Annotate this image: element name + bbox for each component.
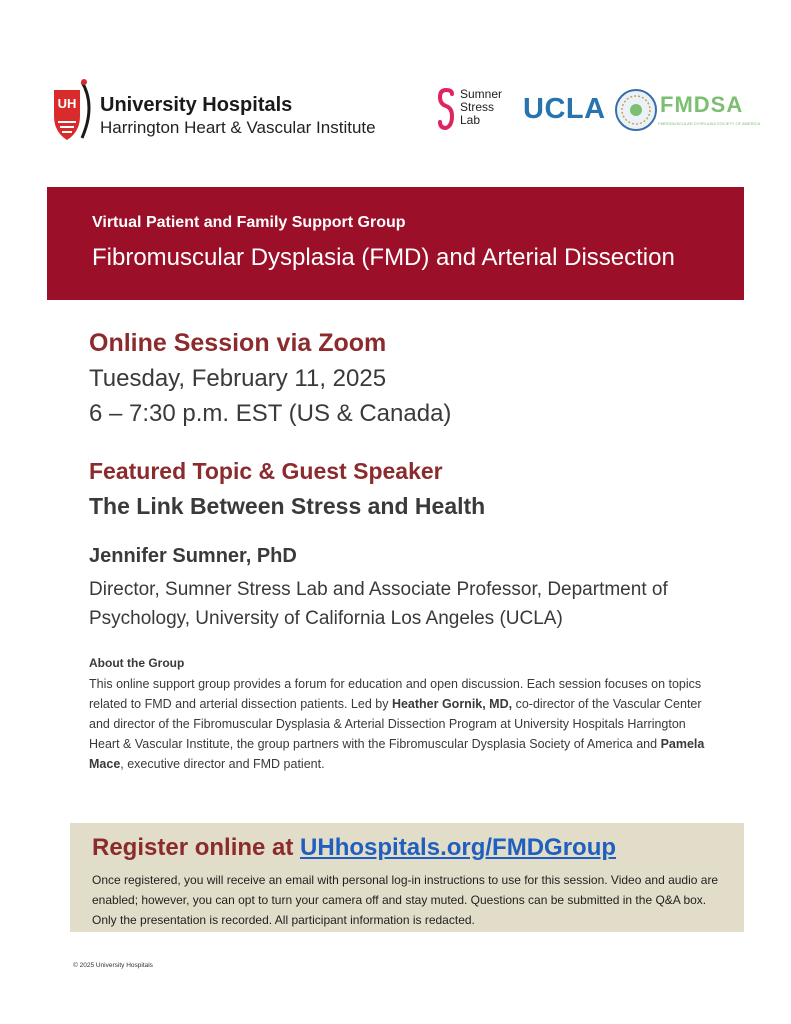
about-body <box>89 674 719 774</box>
about-text-1: This online support group provides a forum for education and open discussion. Each session focuses on topics related to FMD and arterial dissection patients. Led by <box>89 677 702 711</box>
sumner-stress-lab-logo <box>436 88 516 134</box>
about-text-3: , executive director and FMD patient. <box>120 757 325 771</box>
register-box <box>70 823 744 932</box>
fmdsa-logo <box>614 88 761 136</box>
speaker-role: Director, Sumner Stress Lab and Associate Professor, Department of Psychology, University of California Los Angeles (UCLA) <box>89 579 668 629</box>
uh-subtitle: Harrington Heart & Vascular Institute <box>100 118 376 137</box>
topic-title: The Link Between Stress and Health <box>89 493 486 519</box>
register-body: Once registered, you will receive an email with personal log-in instructions to use for this session. Video and audio are enabled; however, you can opt to turn your camera off and stay muted. Questions can be submitted in the Q&A box. Only the presentation is recorded. All participant information is redacted. <box>92 873 719 927</box>
session-date: Tuesday, February 11, 2025 <box>89 365 387 392</box>
about-partner: Pamela Mace <box>89 737 705 771</box>
about-leader: Heather Gornik, MD, <box>391 697 513 711</box>
register-heading <box>92 834 616 862</box>
banner-title: Fibromuscular Dysplasia (FMD) and Arterial Dissection <box>92 244 675 271</box>
sumner-line-1: Sumner <box>460 87 503 101</box>
sumner-line-2: Stress <box>460 100 495 114</box>
ucla-logo: UCLA <box>523 93 606 125</box>
session-heading: Online Session via Zoom <box>89 329 387 357</box>
uh-mark-text: UH <box>57 96 77 111</box>
fmdsa-name: FMDSA <box>660 92 744 117</box>
fmdsa-seal-icon <box>614 88 658 132</box>
session-time: 6 – 7:30 p.m. EST (US & Canada) <box>89 400 452 427</box>
register-link[interactable]: UHhospitals.org/FMDGroup <box>300 834 617 861</box>
event-banner <box>47 187 744 300</box>
about-heading: About the Group <box>89 656 185 670</box>
sumner-s-icon <box>436 88 456 132</box>
uh-shield-icon <box>52 76 96 142</box>
uh-logo <box>52 74 392 146</box>
fmdsa-tagline: FIBROMUSCULAR DYSPLASIA SOCIETY OF AMERICA <box>658 121 761 126</box>
copyright-footer: © 2025 University Hospitals <box>73 962 153 969</box>
banner-subtitle: Virtual Patient and Family Support Group <box>92 214 406 231</box>
register-prefix: Register online at <box>92 834 301 861</box>
speaker-name: Jennifer Sumner, PhD <box>89 545 297 567</box>
uh-name: University Hospitals <box>100 94 293 116</box>
sumner-line-3: Lab <box>460 113 481 127</box>
about-text-2: co-director of the Vascular Center and director of the Fibromuscular Dysplasia & Arterial Dissection Program at University Hospitals Harrington Heart & Vascular Institute, the group partners with the Fibromuscular Dysplasia Society of America and <box>89 697 702 751</box>
featured-heading: Featured Topic & Guest Speaker <box>89 458 443 484</box>
